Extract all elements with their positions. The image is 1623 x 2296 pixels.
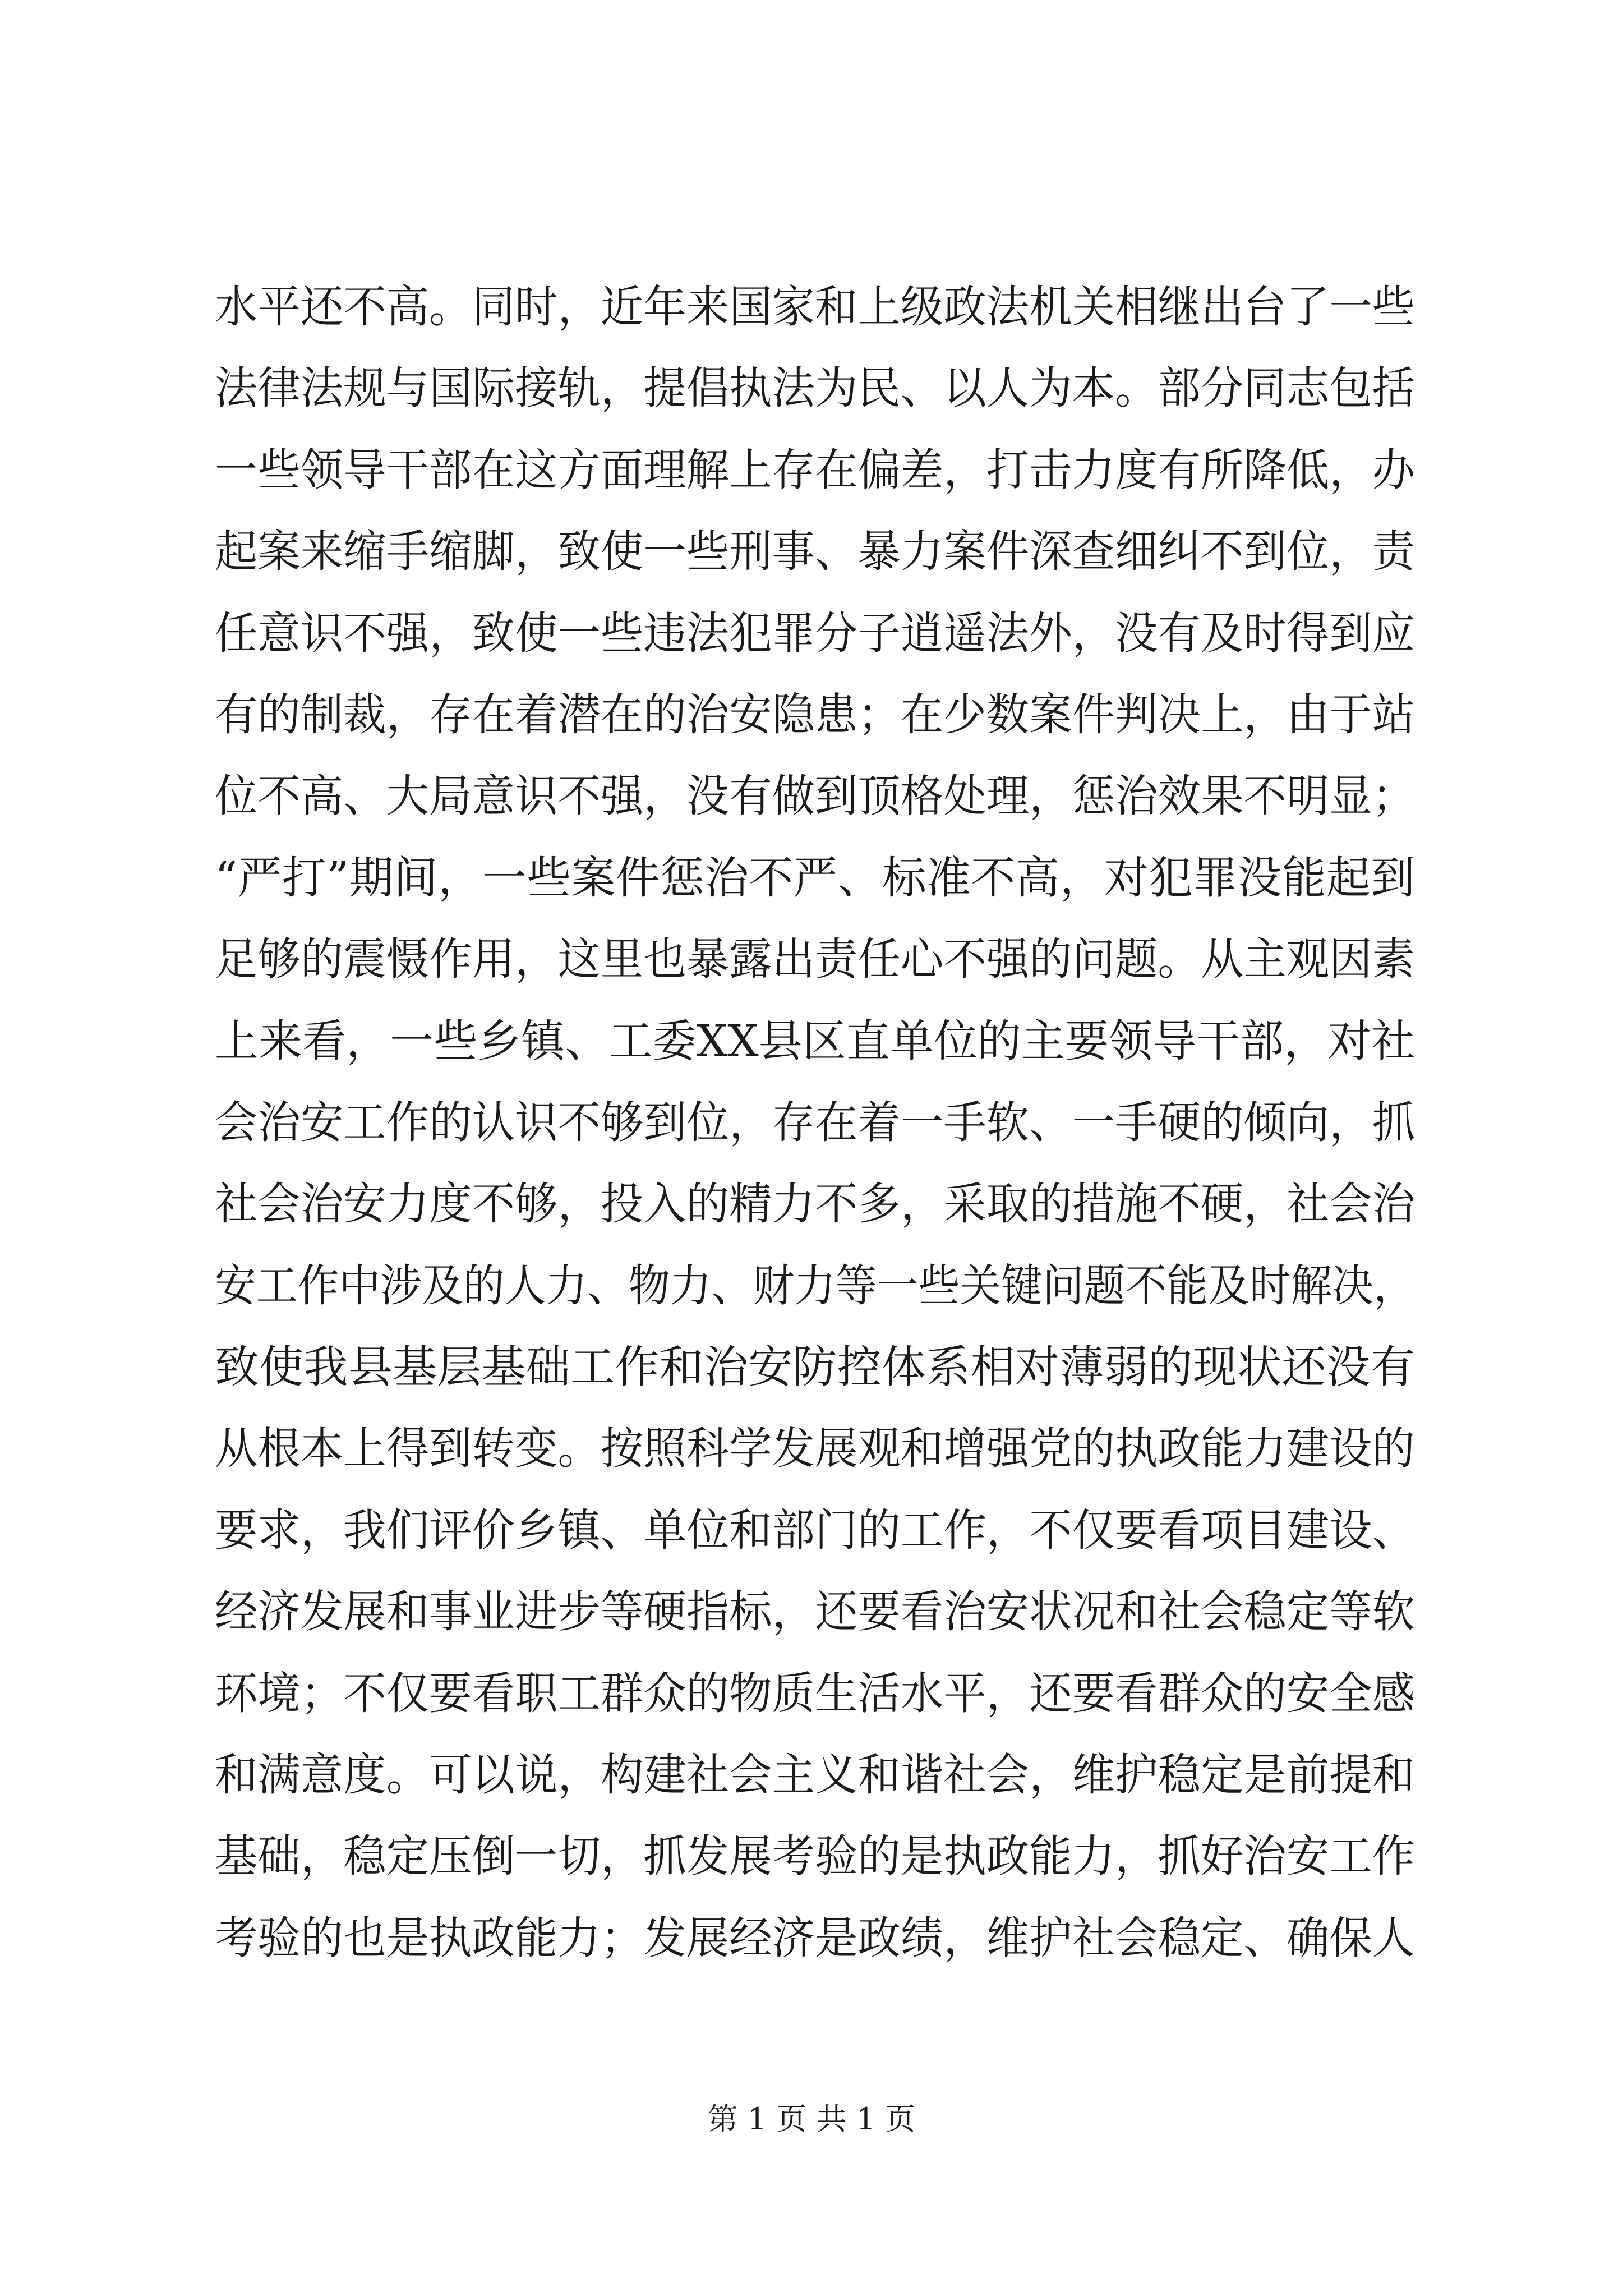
text-line: 位不高、大局意识不强，没有做到顶格处理，惩治效果不明显； <box>215 770 1415 822</box>
text-line: 要求，我们评价乡镇、单位和部门的工作，不仅要看项目建设、 <box>215 1504 1415 1556</box>
text-line: 经济发展和事业进步等硬指标，还要看治安状况和社会稳定等软 <box>215 1586 1415 1638</box>
text-line: 法律法规与国际接轨，提倡执法为民、以人为本。部分同志包括 <box>215 362 1415 415</box>
text-line: 安工作中涉及的人力、物力、财力等一些关键问题不能及时解决， <box>215 1259 1415 1312</box>
text-line: 环境；不仅要看职工群众的物质生活水平，还要看群众的安全感 <box>215 1667 1415 1719</box>
text-line: 从根本上得到转变。按照科学发展观和增强党的执政能力建设的 <box>215 1423 1415 1475</box>
body-paragraph <box>215 266 1415 1979</box>
text-line: 上来看，一些乡镇、工委XX县区直单位的主要领导干部，对社 <box>215 1015 1415 1067</box>
text-line: 水平还不高。同时，近年来国家和上级政法机关相继出台了一些 <box>215 281 1415 333</box>
page-footer: 第 1 页 共 1 页 <box>707 2101 916 2137</box>
text-line: 会治安工作的认识不够到位，存在着一手软、一手硬的倾向，抓 <box>215 1096 1415 1148</box>
text-line: 任意识不强，致使一些违法犯罪分子逍遥法外，没有及时得到应 <box>215 607 1415 659</box>
text-line: 基础，稳定压倒一切，抓发展考验的是执政能力，抓好治安工作 <box>215 1830 1415 1883</box>
text-line: 考验的也是执政能力；发展经济是政绩，维护社会稳定、确保人 <box>215 1912 1415 1964</box>
text-line: “严打”期间，一些案件惩治不严、标准不高，对犯罪没能起到 <box>215 852 1415 904</box>
text-line: 有的制裁，存在着潜在的治安隐患；在少数案件判决上，由于站 <box>215 688 1415 740</box>
text-line: 致使我县基层基础工作和治安防控体系相对薄弱的现状还没有 <box>215 1341 1415 1393</box>
text-line: 和满意度。可以说，构建社会主义和谐社会，维护稳定是前提和 <box>215 1749 1415 1801</box>
text-line: 起案来缩手缩脚，致使一些刑事、暴力案件深查细纠不到位，责 <box>215 526 1415 578</box>
text-line: 足够的震慑作用，这里也暴露出责任心不强的问题。从主观因素 <box>215 933 1415 986</box>
text-line: 一些领导干部在这方面理解上存在偏差，打击力度有所降低，办 <box>215 444 1415 496</box>
text-line: 社会治安力度不够，投入的精力不多，采取的措施不硬，社会治 <box>215 1178 1415 1230</box>
